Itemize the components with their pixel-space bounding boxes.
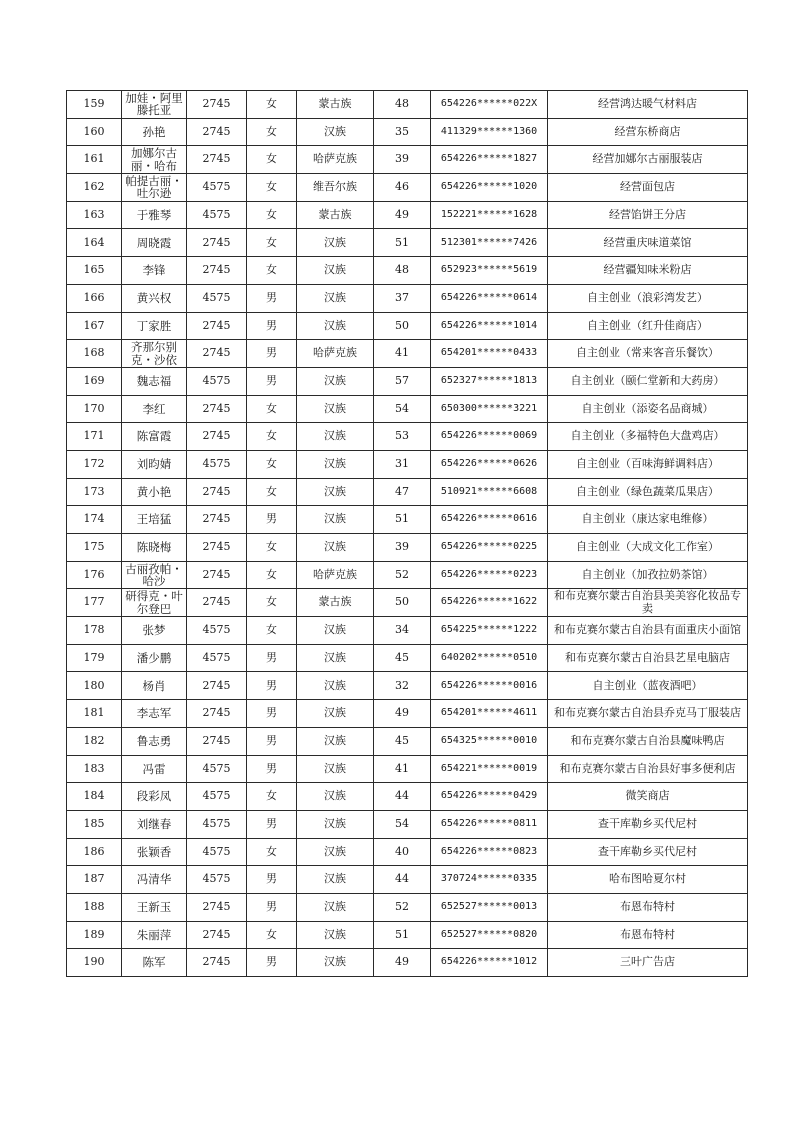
cell-ethnicity: 维吾尔族	[297, 174, 374, 202]
cell-age: 48	[374, 91, 431, 119]
cell-id-number: 654226******1827	[431, 146, 548, 174]
cell-gender: 女	[247, 395, 297, 423]
cell-number: 159	[67, 91, 122, 119]
cell-age: 50	[374, 312, 431, 340]
cell-gender: 女	[247, 783, 297, 811]
cell-gender: 女	[247, 617, 297, 645]
cell-name: 刘继春	[122, 810, 187, 838]
cell-name: 帕提古丽・吐尔逊	[122, 174, 187, 202]
cell-amount: 2745	[187, 257, 247, 285]
cell-business: 和布克赛尔蒙古自治县艺星电脑店	[548, 644, 748, 672]
table-row	[67, 949, 748, 977]
cell-name: 刘昀婧	[122, 450, 187, 478]
cell-business: 经营馅饼王分店	[548, 201, 748, 229]
cell-ethnicity: 汉族	[297, 921, 374, 949]
cell-business: 自主创业（红升佳商店）	[548, 312, 748, 340]
cell-name: 丁家胜	[122, 312, 187, 340]
cell-number: 169	[67, 367, 122, 395]
cell-business: 自主创业（颐仁堂新和大药房）	[548, 367, 748, 395]
cell-name: 李锋	[122, 257, 187, 285]
cell-number: 182	[67, 727, 122, 755]
cell-id-number: 640202******0510	[431, 644, 548, 672]
cell-id-number: 654226******022X	[431, 91, 548, 119]
cell-id-number: 654226******1014	[431, 312, 548, 340]
cell-name: 研得克・叶尔登巴	[122, 589, 187, 617]
cell-name: 张梦	[122, 617, 187, 645]
cell-id-number: 654201******0433	[431, 340, 548, 368]
cell-amount: 2745	[187, 506, 247, 534]
cell-number: 184	[67, 783, 122, 811]
cell-ethnicity: 汉族	[297, 810, 374, 838]
cell-gender: 女	[247, 921, 297, 949]
cell-age: 32	[374, 672, 431, 700]
cell-ethnicity: 汉族	[297, 367, 374, 395]
cell-business: 布恩布特村	[548, 893, 748, 921]
cell-business: 自主创业（绿色蔬菜瓜果店）	[548, 478, 748, 506]
table-row	[67, 534, 748, 562]
cell-age: 50	[374, 589, 431, 617]
table-row	[67, 755, 748, 783]
cell-name: 孙艳	[122, 118, 187, 146]
cell-id-number: 411329******1360	[431, 118, 548, 146]
cell-gender: 女	[247, 118, 297, 146]
cell-amount: 4575	[187, 644, 247, 672]
cell-name: 张颖香	[122, 838, 187, 866]
cell-number: 189	[67, 921, 122, 949]
cell-gender: 男	[247, 810, 297, 838]
cell-business: 和布克赛尔蒙古自治县乔克马丁服装店	[548, 700, 748, 728]
cell-id-number: 654226******1020	[431, 174, 548, 202]
cell-age: 54	[374, 810, 431, 838]
cell-gender: 男	[247, 672, 297, 700]
cell-id-number: 654226******0069	[431, 423, 548, 451]
cell-gender: 女	[247, 91, 297, 119]
cell-number: 170	[67, 395, 122, 423]
cell-age: 51	[374, 921, 431, 949]
cell-amount: 4575	[187, 450, 247, 478]
cell-amount: 2745	[187, 949, 247, 977]
table-row	[67, 395, 748, 423]
table-row	[67, 727, 748, 755]
cell-gender: 男	[247, 312, 297, 340]
cell-amount: 2745	[187, 921, 247, 949]
cell-id-number: 654226******0616	[431, 506, 548, 534]
cell-number: 183	[67, 755, 122, 783]
cell-number: 178	[67, 617, 122, 645]
table-row	[67, 340, 748, 368]
cell-id-number: 654221******0019	[431, 755, 548, 783]
cell-number: 165	[67, 257, 122, 285]
cell-business: 和布克赛尔蒙古自治县有面重庆小面馆	[548, 617, 748, 645]
cell-ethnicity: 汉族	[297, 727, 374, 755]
cell-business: 和布克赛尔蒙古自治县好事多便利店	[548, 755, 748, 783]
cell-number: 173	[67, 478, 122, 506]
cell-gender: 男	[247, 340, 297, 368]
table-row	[67, 561, 748, 589]
cell-number: 181	[67, 700, 122, 728]
cell-number: 160	[67, 118, 122, 146]
cell-name: 李志军	[122, 700, 187, 728]
cell-id-number: 510921******6608	[431, 478, 548, 506]
cell-age: 49	[374, 949, 431, 977]
cell-number: 175	[67, 534, 122, 562]
table-row	[67, 257, 748, 285]
cell-id-number: 654226******1012	[431, 949, 548, 977]
cell-age: 35	[374, 118, 431, 146]
cell-ethnicity: 汉族	[297, 644, 374, 672]
cell-business: 自主创业（常来客音乐餐饮）	[548, 340, 748, 368]
cell-number: 168	[67, 340, 122, 368]
cell-name: 朱丽萍	[122, 921, 187, 949]
cell-age: 45	[374, 727, 431, 755]
cell-business: 经营加娜尔古丽服装店	[548, 146, 748, 174]
cell-id-number: 654226******0626	[431, 450, 548, 478]
cell-name: 王新玉	[122, 893, 187, 921]
table-row	[67, 506, 748, 534]
cell-name: 杨肖	[122, 672, 187, 700]
cell-business: 经营东桥商店	[548, 118, 748, 146]
cell-amount: 2745	[187, 589, 247, 617]
cell-amount: 2745	[187, 91, 247, 119]
cell-age: 48	[374, 257, 431, 285]
cell-number: 174	[67, 506, 122, 534]
table-row	[67, 146, 748, 174]
table-row	[67, 91, 748, 119]
cell-ethnicity: 哈萨克族	[297, 146, 374, 174]
cell-id-number: 654226******0823	[431, 838, 548, 866]
cell-name: 陈军	[122, 949, 187, 977]
cell-age: 52	[374, 893, 431, 921]
cell-business: 哈布图哈夏尔村	[548, 866, 748, 894]
table-row	[67, 312, 748, 340]
cell-business: 自主创业（康达家电维修）	[548, 506, 748, 534]
cell-business: 和布克赛尔蒙古自治县美美容化妆品专卖	[548, 589, 748, 617]
cell-ethnicity: 汉族	[297, 423, 374, 451]
cell-gender: 女	[247, 174, 297, 202]
roster-body	[67, 91, 748, 977]
cell-business: 经营疆知味米粉店	[548, 257, 748, 285]
cell-id-number: 654325******0010	[431, 727, 548, 755]
cell-ethnicity: 汉族	[297, 229, 374, 257]
cell-amount: 4575	[187, 367, 247, 395]
cell-id-number: 650300******3221	[431, 395, 548, 423]
cell-age: 49	[374, 700, 431, 728]
cell-name: 加娃・阿里滕托亚	[122, 91, 187, 119]
cell-number: 161	[67, 146, 122, 174]
cell-id-number: 654226******0223	[431, 561, 548, 589]
cell-number: 167	[67, 312, 122, 340]
cell-number: 177	[67, 589, 122, 617]
table-row	[67, 423, 748, 451]
cell-ethnicity: 汉族	[297, 395, 374, 423]
table-row	[67, 644, 748, 672]
cell-name: 陈晓梅	[122, 534, 187, 562]
table-row	[67, 229, 748, 257]
cell-business: 布恩布特村	[548, 921, 748, 949]
cell-number: 163	[67, 201, 122, 229]
cell-gender: 男	[247, 367, 297, 395]
cell-name: 段彩凤	[122, 783, 187, 811]
cell-amount: 2745	[187, 534, 247, 562]
cell-number: 162	[67, 174, 122, 202]
cell-id-number: 152221******1628	[431, 201, 548, 229]
cell-gender: 男	[247, 284, 297, 312]
table-row	[67, 783, 748, 811]
cell-gender: 男	[247, 893, 297, 921]
cell-name: 周晓霞	[122, 229, 187, 257]
table-row	[67, 700, 748, 728]
subsidy-roster-table	[66, 90, 748, 977]
cell-gender: 男	[247, 949, 297, 977]
cell-number: 171	[67, 423, 122, 451]
cell-gender: 女	[247, 589, 297, 617]
cell-name: 黄兴权	[122, 284, 187, 312]
cell-number: 176	[67, 561, 122, 589]
cell-business: 自主创业（浪彩湾发艺）	[548, 284, 748, 312]
cell-amount: 2745	[187, 312, 247, 340]
table-row	[67, 450, 748, 478]
cell-gender: 男	[247, 644, 297, 672]
cell-age: 34	[374, 617, 431, 645]
cell-business: 自主创业（大成文化工作室）	[548, 534, 748, 562]
cell-ethnicity: 蒙古族	[297, 589, 374, 617]
cell-ethnicity: 汉族	[297, 617, 374, 645]
cell-ethnicity: 汉族	[297, 755, 374, 783]
table-row	[67, 284, 748, 312]
cell-age: 51	[374, 506, 431, 534]
cell-id-number: 652327******1813	[431, 367, 548, 395]
cell-amount: 4575	[187, 838, 247, 866]
cell-gender: 女	[247, 561, 297, 589]
table-row	[67, 617, 748, 645]
cell-age: 39	[374, 146, 431, 174]
cell-id-number: 652923******5619	[431, 257, 548, 285]
cell-business: 查干库勒乡买代尼村	[548, 838, 748, 866]
cell-ethnicity: 汉族	[297, 312, 374, 340]
cell-number: 179	[67, 644, 122, 672]
cell-business: 经营面包店	[548, 174, 748, 202]
cell-number: 166	[67, 284, 122, 312]
table-row	[67, 201, 748, 229]
cell-name: 加娜尔古丽・哈布	[122, 146, 187, 174]
cell-gender: 女	[247, 423, 297, 451]
table-row	[67, 174, 748, 202]
cell-ethnicity: 汉族	[297, 700, 374, 728]
cell-number: 187	[67, 866, 122, 894]
cell-amount: 4575	[187, 810, 247, 838]
table-row	[67, 672, 748, 700]
table-row	[67, 810, 748, 838]
cell-gender: 女	[247, 450, 297, 478]
cell-name: 古丽孜帕・哈沙	[122, 561, 187, 589]
table-row	[67, 921, 748, 949]
cell-ethnicity: 蒙古族	[297, 91, 374, 119]
cell-age: 46	[374, 174, 431, 202]
cell-amount: 2745	[187, 229, 247, 257]
cell-ethnicity: 哈萨克族	[297, 561, 374, 589]
cell-amount: 2745	[187, 395, 247, 423]
cell-amount: 4575	[187, 201, 247, 229]
cell-amount: 2745	[187, 727, 247, 755]
cell-ethnicity: 哈萨克族	[297, 340, 374, 368]
cell-ethnicity: 蒙古族	[297, 201, 374, 229]
cell-age: 40	[374, 838, 431, 866]
cell-ethnicity: 汉族	[297, 838, 374, 866]
cell-gender: 女	[247, 478, 297, 506]
cell-age: 39	[374, 534, 431, 562]
cell-age: 54	[374, 395, 431, 423]
cell-id-number: 370724******0335	[431, 866, 548, 894]
cell-id-number: 654226******0429	[431, 783, 548, 811]
cell-ethnicity: 汉族	[297, 450, 374, 478]
cell-amount: 4575	[187, 284, 247, 312]
cell-age: 44	[374, 866, 431, 894]
cell-id-number: 654226******0225	[431, 534, 548, 562]
cell-name: 潘少鹏	[122, 644, 187, 672]
cell-id-number: 654226******1622	[431, 589, 548, 617]
cell-age: 45	[374, 644, 431, 672]
cell-gender: 女	[247, 201, 297, 229]
cell-name: 魏志福	[122, 367, 187, 395]
cell-amount: 2745	[187, 340, 247, 368]
table-row	[67, 866, 748, 894]
cell-gender: 男	[247, 727, 297, 755]
table-row	[67, 367, 748, 395]
cell-age: 47	[374, 478, 431, 506]
cell-ethnicity: 汉族	[297, 284, 374, 312]
cell-name: 于雅琴	[122, 201, 187, 229]
cell-age: 49	[374, 201, 431, 229]
cell-business: 自主创业（多福特色大盘鸡店）	[548, 423, 748, 451]
cell-gender: 男	[247, 866, 297, 894]
cell-id-number: 654226******0811	[431, 810, 548, 838]
cell-gender: 女	[247, 257, 297, 285]
cell-business: 自主创业（百味海鲜调料店）	[548, 450, 748, 478]
cell-gender: 女	[247, 534, 297, 562]
cell-ethnicity: 汉族	[297, 783, 374, 811]
cell-amount: 2745	[187, 118, 247, 146]
cell-age: 52	[374, 561, 431, 589]
cell-name: 李红	[122, 395, 187, 423]
cell-id-number: 652527******0013	[431, 893, 548, 921]
cell-number: 172	[67, 450, 122, 478]
cell-name: 齐那尔别克・沙依	[122, 340, 187, 368]
cell-ethnicity: 汉族	[297, 506, 374, 534]
table-row	[67, 478, 748, 506]
cell-number: 185	[67, 810, 122, 838]
cell-name: 冯清华	[122, 866, 187, 894]
cell-id-number: 654201******4611	[431, 700, 548, 728]
cell-business: 自主创业（加孜拉奶茶馆）	[548, 561, 748, 589]
cell-number: 164	[67, 229, 122, 257]
cell-ethnicity: 汉族	[297, 478, 374, 506]
cell-amount: 2745	[187, 893, 247, 921]
cell-amount: 4575	[187, 174, 247, 202]
cell-business: 和布克赛尔蒙古自治县魔味鸭店	[548, 727, 748, 755]
cell-age: 51	[374, 229, 431, 257]
cell-id-number: 654225******1222	[431, 617, 548, 645]
cell-business: 查干库勒乡买代尼村	[548, 810, 748, 838]
table-row	[67, 838, 748, 866]
cell-ethnicity: 汉族	[297, 893, 374, 921]
cell-amount: 4575	[187, 755, 247, 783]
cell-amount: 4575	[187, 866, 247, 894]
cell-amount: 2745	[187, 672, 247, 700]
cell-age: 37	[374, 284, 431, 312]
cell-id-number: 652527******0820	[431, 921, 548, 949]
cell-business: 经营重庆味道菜馆	[548, 229, 748, 257]
cell-ethnicity: 汉族	[297, 672, 374, 700]
cell-gender: 女	[247, 838, 297, 866]
cell-amount: 2745	[187, 146, 247, 174]
cell-gender: 女	[247, 229, 297, 257]
cell-ethnicity: 汉族	[297, 257, 374, 285]
table-row	[67, 589, 748, 617]
table-row	[67, 893, 748, 921]
cell-ethnicity: 汉族	[297, 118, 374, 146]
cell-amount: 2745	[187, 561, 247, 589]
cell-number: 186	[67, 838, 122, 866]
cell-age: 57	[374, 367, 431, 395]
cell-business: 三叶广告店	[548, 949, 748, 977]
cell-number: 188	[67, 893, 122, 921]
cell-ethnicity: 汉族	[297, 949, 374, 977]
cell-gender: 男	[247, 700, 297, 728]
cell-name: 王培猛	[122, 506, 187, 534]
cell-amount: 2745	[187, 478, 247, 506]
cell-gender: 男	[247, 755, 297, 783]
cell-business: 微笑商店	[548, 783, 748, 811]
cell-name: 鲁志勇	[122, 727, 187, 755]
cell-gender: 女	[247, 146, 297, 174]
cell-age: 31	[374, 450, 431, 478]
cell-amount: 2745	[187, 423, 247, 451]
cell-number: 190	[67, 949, 122, 977]
cell-amount: 4575	[187, 783, 247, 811]
cell-ethnicity: 汉族	[297, 534, 374, 562]
cell-age: 41	[374, 755, 431, 783]
cell-name: 陈富霞	[122, 423, 187, 451]
cell-age: 53	[374, 423, 431, 451]
cell-amount: 2745	[187, 700, 247, 728]
cell-amount: 4575	[187, 617, 247, 645]
cell-id-number: 654226******0614	[431, 284, 548, 312]
cell-number: 180	[67, 672, 122, 700]
cell-id-number: 654226******0016	[431, 672, 548, 700]
cell-name: 黄小艳	[122, 478, 187, 506]
cell-age: 41	[374, 340, 431, 368]
cell-business: 自主创业（添姿名品商城）	[548, 395, 748, 423]
cell-business: 经营鸿达暖气材料店	[548, 91, 748, 119]
cell-name: 冯雷	[122, 755, 187, 783]
table-row	[67, 118, 748, 146]
cell-business: 自主创业（蓝夜酒吧）	[548, 672, 748, 700]
cell-age: 44	[374, 783, 431, 811]
cell-gender: 男	[247, 506, 297, 534]
cell-id-number: 512301******7426	[431, 229, 548, 257]
cell-ethnicity: 汉族	[297, 866, 374, 894]
